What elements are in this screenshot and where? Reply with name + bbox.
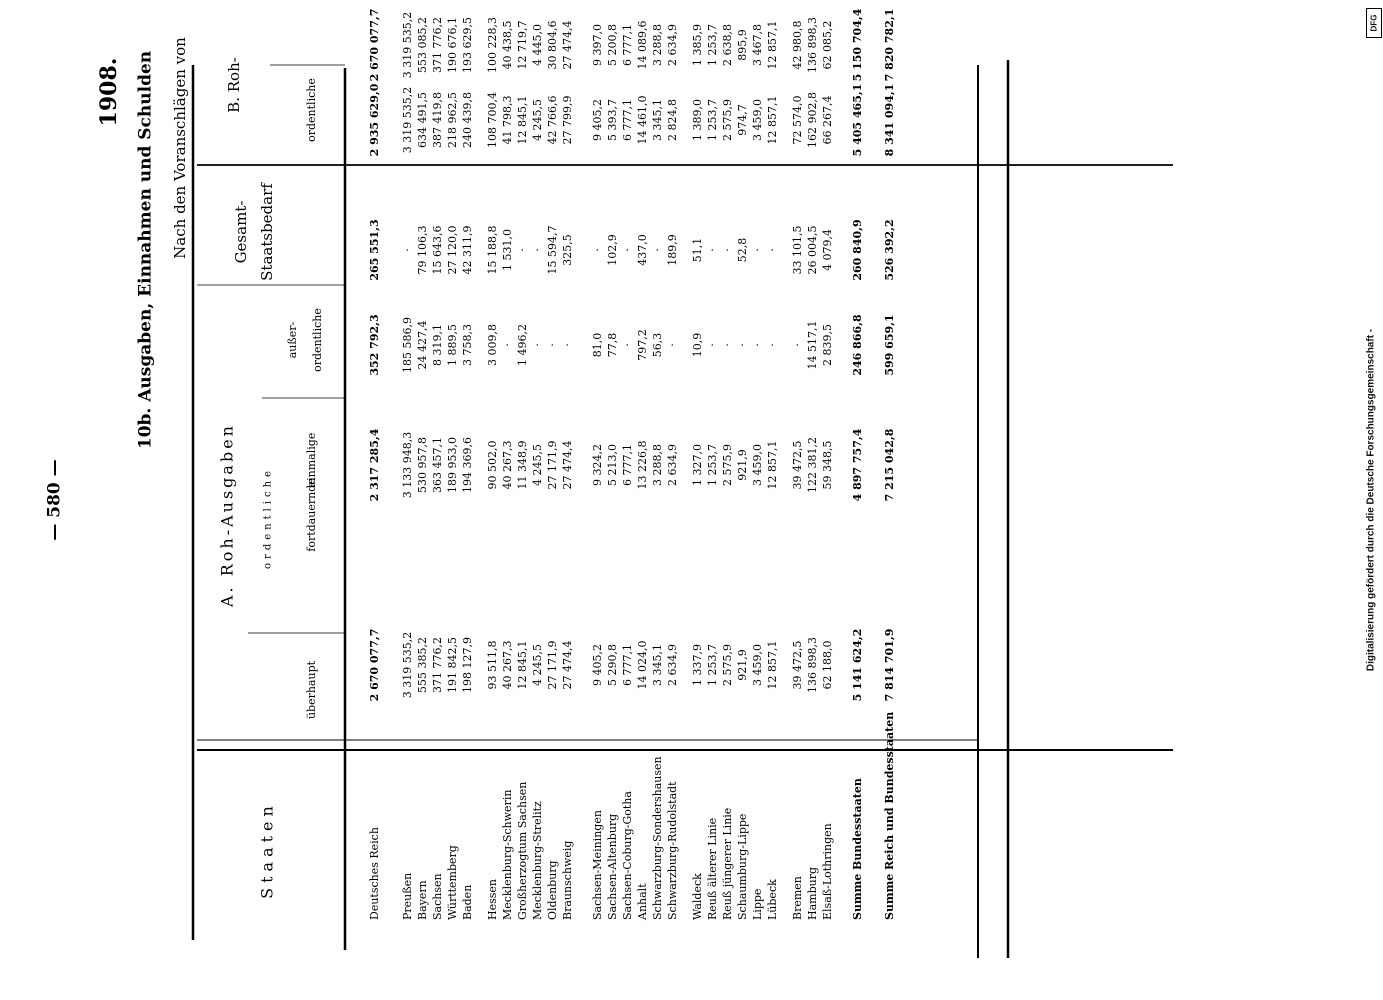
state-name: Elsaß-Lothringen xyxy=(821,823,834,920)
table-cell: 2 317 285,4 xyxy=(368,428,381,502)
table-cell: 555 385,2 xyxy=(416,637,429,693)
table-cell: · xyxy=(516,248,529,252)
table-cell: · xyxy=(666,343,679,347)
table-cell: · xyxy=(766,343,779,347)
header-ordentliche-group: ordentliche xyxy=(262,467,274,569)
table-cell: 2 638,8 xyxy=(721,24,734,66)
state-name: Summe Bundesstaaten xyxy=(851,778,864,920)
table-cell: 122 381,2 xyxy=(806,437,819,493)
header-B: B. Roh- xyxy=(225,57,243,113)
table-cell: 371 776,2 xyxy=(431,637,444,693)
table-cell: 189 953,0 xyxy=(446,437,459,493)
table-cell: 9 405,2 xyxy=(591,644,604,686)
state-name: Oldenburg xyxy=(546,860,559,920)
table-cell: 1 253,7 xyxy=(706,99,719,141)
table-cell: 24 427,4 xyxy=(416,320,429,370)
table-cell: 2 634,9 xyxy=(666,644,679,686)
table-cell: 14 461,0 xyxy=(636,95,649,145)
state-name: Sachsen-Altenburg xyxy=(606,813,619,920)
table-cell: 599 659,1 xyxy=(883,314,896,376)
table-cell: 72 574,0 xyxy=(791,95,804,145)
table-cell: 77,8 xyxy=(606,332,619,358)
state-name: Hessen xyxy=(486,879,499,920)
table-cell: 8 319,1 xyxy=(431,324,444,366)
table-cell: 2 935 629,0 xyxy=(368,83,381,157)
state-name: Sachsen-Coburg-Gotha xyxy=(621,791,634,920)
table-cell: 66 267,4 xyxy=(821,95,834,145)
column-header: ordentliche xyxy=(311,308,324,372)
table-cell: · xyxy=(621,248,634,252)
table-cell: 15 188,8 xyxy=(486,225,499,275)
table-cell: 12 857,1 xyxy=(766,640,779,690)
table-cell: 12 845,1 xyxy=(516,640,529,690)
table-cell: 26 004,5 xyxy=(806,225,819,275)
table-cell: 3 319 535,2 xyxy=(401,631,414,699)
table-cell: 1 337,9 xyxy=(691,644,704,686)
table-cell: 3 319 535,2 xyxy=(401,11,414,79)
state-name: Sachsen xyxy=(431,873,444,920)
table-cell: 12 857,1 xyxy=(766,440,779,490)
table-cell: 12 845,1 xyxy=(516,95,529,145)
table-cell: 9 405,2 xyxy=(591,99,604,141)
table-cell: 5 213,0 xyxy=(606,444,619,486)
main-title: 10b. Ausgaben, Einnahmen und Schulden xyxy=(135,50,156,450)
table-cell: 59 348,5 xyxy=(821,440,834,490)
table-cell: · xyxy=(531,248,544,252)
table-cell: 27 171,9 xyxy=(546,640,559,690)
table-cell: 4 245,5 xyxy=(531,99,544,141)
column-header: einmalige xyxy=(305,432,318,488)
state-name: Lippe xyxy=(751,888,764,920)
table-cell: · xyxy=(751,248,764,252)
table-cell: 189,9 xyxy=(666,234,679,266)
state-name: Lübeck xyxy=(766,879,779,920)
table-cell: 10,9 xyxy=(691,332,704,358)
table-cell: 27 799,9 xyxy=(561,95,574,145)
table-headers xyxy=(45,37,325,899)
table-cell: 797,2 xyxy=(636,329,649,361)
table-cell: · xyxy=(561,343,574,347)
table-cell: 4 245,5 xyxy=(531,644,544,686)
table-cell: 265 551,3 xyxy=(368,219,381,281)
table-cell: 9 397,0 xyxy=(591,24,604,66)
table-cell: 62 188,0 xyxy=(821,640,834,690)
state-name: Mecklenburg-Strelitz xyxy=(531,801,544,920)
table-cell: 40 438,5 xyxy=(501,20,514,70)
state-name: Reuß älterer Linie xyxy=(706,817,719,920)
table-cell: 3 459,0 xyxy=(751,644,764,686)
state-name: Anhalt xyxy=(636,883,649,920)
state-name: Großherzogtum Sachsen xyxy=(516,781,529,920)
table-cell: 136 898,3 xyxy=(806,17,819,73)
header-staatsbedarf: Staatsbedarf xyxy=(258,183,276,281)
table-cell: 3 133 948,3 xyxy=(401,431,414,499)
column-header: außer- xyxy=(286,321,299,359)
table-cell: 194 369,6 xyxy=(461,437,474,493)
table-cell: 3 459,0 xyxy=(751,444,764,486)
table-cell: 136 898,3 xyxy=(806,637,819,693)
table-cell: 6 777,1 xyxy=(621,444,634,486)
dfg-logo xyxy=(1366,8,1382,38)
table-cell: 246 866,8 xyxy=(851,314,864,376)
table-cell: 3 345,1 xyxy=(651,99,664,141)
table-cell: 6 777,1 xyxy=(621,24,634,66)
table-cell: 42 980,8 xyxy=(791,20,804,70)
table-cell: 1 253,7 xyxy=(706,444,719,486)
state-name: Hamburg xyxy=(806,866,819,920)
state-name: Braunschweig xyxy=(561,840,574,920)
table-cell: 13 226,8 xyxy=(636,440,649,490)
table-cell: 2 839,5 xyxy=(821,324,834,366)
table-cell: 7 814 701,9 xyxy=(883,628,896,702)
state-name: Schwarzburg-Sondershausen xyxy=(651,756,664,920)
table-cell: 93 511,8 xyxy=(486,640,499,690)
table-cell: 102,9 xyxy=(606,234,619,266)
table-cell: 3 288,8 xyxy=(651,444,664,486)
table-cell: · xyxy=(651,248,664,252)
table-cell: 437,0 xyxy=(636,234,649,266)
header-A: A. Roh-Ausgaben xyxy=(217,423,237,607)
state-name: Sachsen-Meiningen xyxy=(591,810,604,920)
table-cell: 12 719,7 xyxy=(516,20,529,70)
table-cell: 2 824,8 xyxy=(666,99,679,141)
table-cell: 39 472,5 xyxy=(791,640,804,690)
table-cell: 4 897 757,4 xyxy=(851,428,864,502)
state-name: Bayern xyxy=(416,880,429,920)
table-cell: 4 445,0 xyxy=(531,24,544,66)
table-cell: 3 319 535,2 xyxy=(401,86,414,154)
table-cell: 79 106,3 xyxy=(416,225,429,275)
table-cell: 2 575,9 xyxy=(721,644,734,686)
table-cell: 974,7 xyxy=(736,104,749,136)
state-name: Schaumburg-Lippe xyxy=(736,813,749,920)
table-cell: 56,3 xyxy=(651,332,664,358)
table-cell: 12 857,1 xyxy=(766,95,779,145)
dfg-logo-text: DFG xyxy=(1369,14,1379,32)
state-name: Württemberg xyxy=(446,845,459,920)
table-cell: 52,8 xyxy=(736,237,749,263)
table-cell: 526 392,2 xyxy=(883,219,896,281)
table-cell: 5 150 704,4 xyxy=(851,8,864,82)
state-name: Waldeck xyxy=(691,873,704,920)
table-cell: 3 467,8 xyxy=(751,24,764,66)
table-cell: 27 120,0 xyxy=(446,225,459,275)
table-cell: 27 474,4 xyxy=(561,640,574,690)
table-cell: 81,0 xyxy=(591,332,604,358)
table-cell: 1 385,9 xyxy=(691,24,704,66)
table-cell: 553 085,2 xyxy=(416,17,429,73)
state-name: Deutsches Reich xyxy=(368,827,381,920)
table-cell: · xyxy=(401,248,414,252)
table-cell: 387 419,8 xyxy=(431,92,444,148)
table-cell: 39 472,5 xyxy=(791,440,804,490)
table-cell: 162 902,8 xyxy=(806,92,819,148)
table-cell: 6 777,1 xyxy=(621,99,634,141)
page-number: — 580 — xyxy=(44,459,65,541)
table-cell: 2 575,9 xyxy=(721,444,734,486)
state-name: Bremen xyxy=(791,876,804,920)
table-cell: 14 024,0 xyxy=(636,640,649,690)
table-cell: 3 459,0 xyxy=(751,99,764,141)
table-cell: · xyxy=(751,343,764,347)
table-cell: · xyxy=(706,248,719,252)
table-cell: 5 290,8 xyxy=(606,644,619,686)
table-cell: 90 502,0 xyxy=(486,440,499,490)
year-title: 1908. xyxy=(96,57,122,127)
table-cell: 1 496,2 xyxy=(516,324,529,366)
table-cell: 9 324,2 xyxy=(591,444,604,486)
table-cell: 42 766,6 xyxy=(546,95,559,145)
table-cell: 14 089,6 xyxy=(636,20,649,70)
table-cell: 352 792,3 xyxy=(368,314,381,376)
table-cell: 33 101,5 xyxy=(791,225,804,275)
table-cell: 14 517,1 xyxy=(806,320,819,370)
table-cell: 41 798,3 xyxy=(501,95,514,145)
table-cell: 1 253,7 xyxy=(706,644,719,686)
table-cell: 2 634,9 xyxy=(666,24,679,66)
table-cell: 42 311,9 xyxy=(461,225,474,275)
table-cell: 40 267,3 xyxy=(501,640,514,690)
table-cell: 895,9 xyxy=(736,29,749,61)
table-cell: 2 575,9 xyxy=(721,99,734,141)
table-body xyxy=(368,8,896,921)
table-cell: 218 962,5 xyxy=(446,92,459,148)
table-cell: 8 341 094,1 xyxy=(883,83,896,157)
table-cell: 4 079,4 xyxy=(821,229,834,271)
table-cell: · xyxy=(721,248,734,252)
table-cell: 185 586,9 xyxy=(401,317,414,373)
table-cell: 108 700,4 xyxy=(486,92,499,148)
table-cell: · xyxy=(546,343,559,347)
table-cell: 1 889,5 xyxy=(446,324,459,366)
table-cell: 371 776,2 xyxy=(431,17,444,73)
table-cell: 3 288,8 xyxy=(651,24,664,66)
table-cell: 240 439,8 xyxy=(461,92,474,148)
table-cell: · xyxy=(621,343,634,347)
table-cell: 190 676,1 xyxy=(446,17,459,73)
table-cell: 27 171,9 xyxy=(546,440,559,490)
table-cell: 5 393,7 xyxy=(606,99,619,141)
table-cell: · xyxy=(706,343,719,347)
table-cell: 7 820 782,1 xyxy=(883,8,896,82)
table-cell: 2 634,9 xyxy=(666,444,679,486)
column-header: ordentliche xyxy=(305,78,318,142)
table-cell: · xyxy=(591,248,604,252)
table-cell: 2 670 077,7 xyxy=(368,8,381,82)
table-cell: 3 345,1 xyxy=(651,644,664,686)
table-cell: · xyxy=(501,343,514,347)
state-name: Schwarzburg-Rudolstadt xyxy=(666,781,679,920)
table-cell: 5 141 624,2 xyxy=(851,628,864,702)
table-cell: · xyxy=(791,343,804,347)
table-cell: 921,9 xyxy=(736,449,749,481)
state-name: Preußen xyxy=(401,872,414,920)
table-cell: · xyxy=(531,343,544,347)
table-cell: 3 009,8 xyxy=(486,324,499,366)
states-header: Staaten xyxy=(257,801,277,899)
table-cell: 15 594,7 xyxy=(546,225,559,275)
table-cell: 6 777,1 xyxy=(621,644,634,686)
table-cell: 5 200,8 xyxy=(606,24,619,66)
table-cell: · xyxy=(766,248,779,252)
table-cell: 363 457,1 xyxy=(431,437,444,493)
table-cell: 1 253,7 xyxy=(706,24,719,66)
table-cell: 191 842,5 xyxy=(446,637,459,693)
state-name: Summe Reich und Bundesstaaten xyxy=(883,711,896,920)
table-cell: 198 127,9 xyxy=(461,637,474,693)
table-rules xyxy=(193,60,1173,958)
table-cell: 634 491,5 xyxy=(416,92,429,148)
state-name: Mecklenburg-Schwerin xyxy=(501,789,514,920)
digitization-note: Digitalisierung gefördert durch die Deutsche Forschungsgemeinschaft - xyxy=(1365,328,1377,672)
table-cell: 100 228,3 xyxy=(486,17,499,73)
subtitle: Nach den Voranschlägen von xyxy=(171,37,189,259)
table-cell: 1 327,0 xyxy=(691,444,704,486)
table-cell: 7 215 042,8 xyxy=(883,428,896,502)
table-cell: 12 857,1 xyxy=(766,20,779,70)
table-cell: 51,1 xyxy=(691,237,704,263)
table-cell: 30 804,6 xyxy=(546,20,559,70)
table-cell: 40 267,3 xyxy=(501,440,514,490)
table-cell: 4 245,5 xyxy=(531,444,544,486)
table-cell: 27 474,4 xyxy=(561,20,574,70)
table-cell: 5 405 465,1 xyxy=(851,83,864,157)
column-header: überhaupt xyxy=(305,660,318,720)
table-cell: 193 629,5 xyxy=(461,17,474,73)
header-gesamt: Gesamt- xyxy=(232,200,250,264)
table-cell: 260 840,9 xyxy=(851,219,864,281)
table-cell: · xyxy=(736,343,749,347)
table-cell: 1 389,0 xyxy=(691,99,704,141)
table-cell: 921,9 xyxy=(736,649,749,681)
table-cell: 1 531,0 xyxy=(501,229,514,271)
table-cell: 325,5 xyxy=(561,234,574,266)
table-cell: 2 670 077,7 xyxy=(368,628,381,702)
table-cell: 27 474,4 xyxy=(561,440,574,490)
column-header: fortdauernde xyxy=(305,478,318,552)
table-cell: 3 758,3 xyxy=(461,324,474,366)
table-cell: 11 348,9 xyxy=(516,440,529,490)
table-cell: · xyxy=(721,343,734,347)
table-cell: 62 085,2 xyxy=(821,20,834,70)
state-name: Reuß jüngerer Linie xyxy=(721,807,734,920)
table-cell: 530 957,8 xyxy=(416,437,429,493)
state-name: Baden xyxy=(461,884,474,920)
table-cell: 15 643,6 xyxy=(431,225,444,275)
